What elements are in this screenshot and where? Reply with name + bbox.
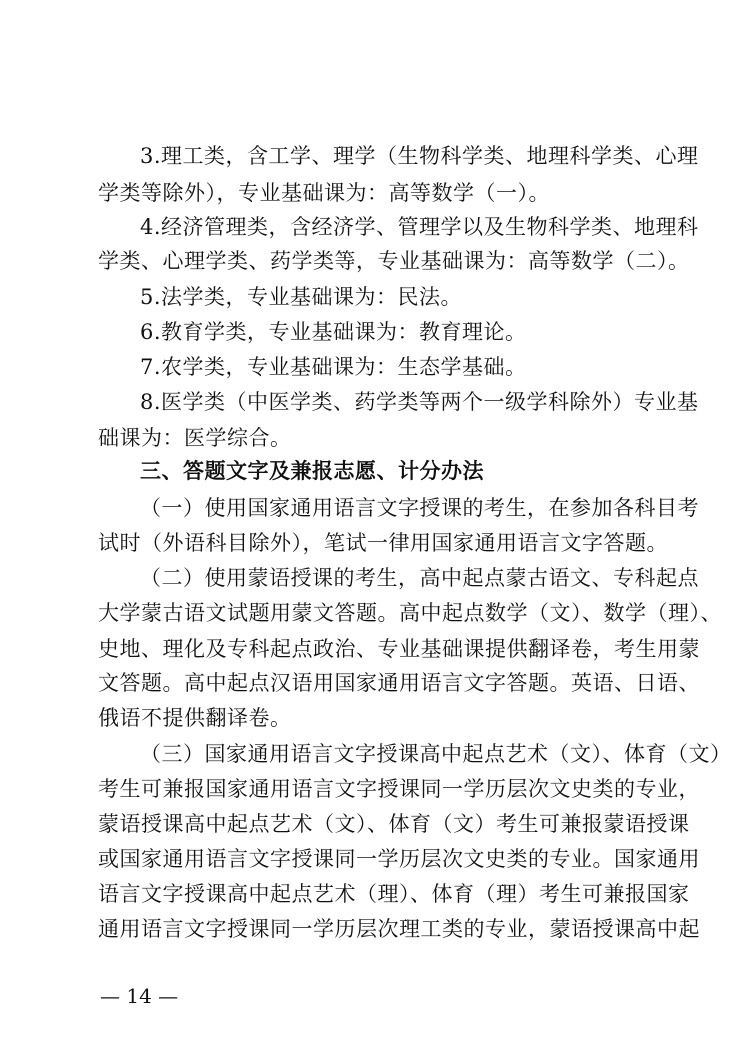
paragraph-two-line-2: 大学蒙古语文试题用蒙文答题。高中起点数学（文）、数学（理）、 [98,601,722,625]
paragraph-three-line-5: 语言文字授课高中起点艺术（理）、体育（理）考生可兼报国家 [98,882,690,906]
paragraph-one-line-1: （一）使用国家通用语言文字授课的考生，在参加各科目考 [140,496,699,520]
paragraph-three-line-2: 考生可兼报国家通用语言文字授课同一学历层次文史类的专业， [98,777,700,801]
paragraph-item-8-line-2: 础课为：医学综合。 [98,426,292,450]
paragraph-item-6: 6.教育学类，专业基础课为：教育理论。 [140,320,527,344]
paragraph-two-line-3: 史地、理化及专科起点政治、专业基础课提供翻译卷，考生用蒙 [98,637,700,661]
paragraph-item-8-line-1: 8.医学类（中医学类、药学类等两个一级学科除外）专业基 [140,390,699,414]
paragraph-two-line-4: 文答题。高中起点汉语用国家通用语言文字答题。英语、日语、 [98,671,700,695]
paragraph-item-4-line-2: 学类、心理学类、药学类等，专业基础课为：高等数学（二）。 [98,249,690,273]
paragraph-three-line-1: （三）国家通用语言文字授课高中起点艺术（文）、体育（文） [140,742,732,766]
page-number: — 14 — [100,984,179,1008]
paragraph-item-7: 7.农学类，专业基础课为：生态学基础。 [140,355,527,379]
paragraph-one-line-2: 试时（外语科目除外），笔试一律用国家通用语言文字答题。 [98,531,668,555]
paragraph-three-line-4: 或国家通用语言文字授课同一学历层次文史类的专业。国家通用 [98,847,700,871]
paragraph-two-line-1: （二）使用蒙语授课的考生，高中起点蒙古语文、专科起点 [140,566,699,590]
section-heading: 三、答题文字及兼报志愿、计分办法 [140,459,484,483]
paragraph-item-3-line-1: 3.理工类，含工学、理学（生物科学类、地理科学类、心理 [140,144,699,168]
paragraph-item-3-line-2: 学类等除外），专业基础课为：高等数学（一）。 [98,181,550,205]
paragraph-three-line-6: 通用语言文字授课同一学历层次理工类的专业，蒙语授课高中起 [98,917,700,941]
paragraph-item-4-line-1: 4.经济管理类，含经济学、管理学以及生物科学类、地理科 [140,215,699,239]
paragraph-three-line-3: 蒙语授课高中起点艺术（文）、体育（文）考生可兼报蒙语授课 [98,812,690,836]
paragraph-item-5: 5.法学类，专业基础课为：民法。 [140,285,463,309]
paragraph-two-line-5: 俄语不提供翻译卷。 [98,706,292,730]
